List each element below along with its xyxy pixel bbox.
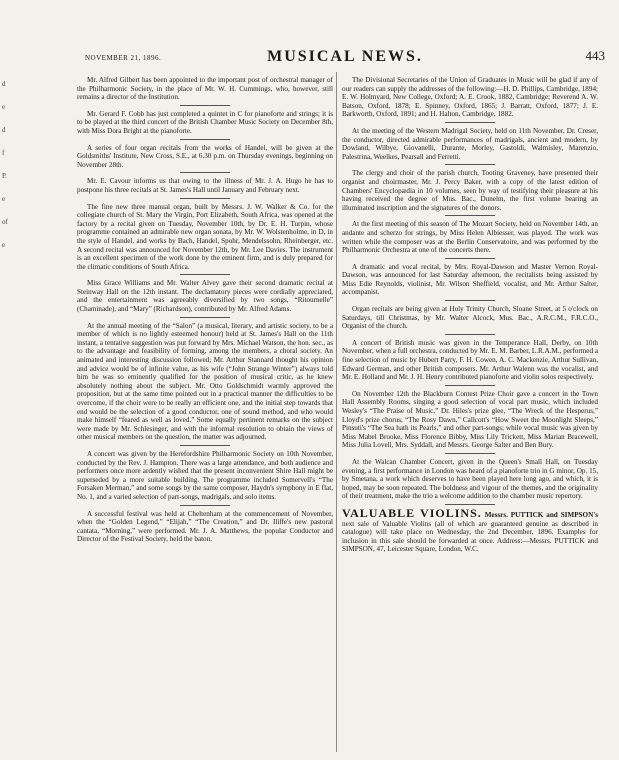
news-paragraph: A dramatic and vocal recital, by Mrs. Royal-Dawson and Master Vernon Royal-Dawson, was announced for last Saturday afternoon, the recitalists being assisted by Miss Edie Reynolds, violinist, Mr. Wilson Sheffield, vocalist, and Mr. Arthur Salter, accompanist.	[342, 262, 598, 297]
violin-sale-advertisement	[342, 505, 598, 554]
margin-fragment: e	[2, 241, 6, 249]
issue-date: NOVEMBER 21, 1896.	[85, 54, 162, 62]
left-column	[77, 76, 333, 545]
column-divider	[336, 72, 337, 752]
news-paragraph: At the first meeting of this season of The Mozart Society, held on November 14th, an andante and scherzo for strings, by Miss Helen Albiesser, was played. The work was written while the composer was at the Berlin Conservatoire, and was performed by the Philharmonic Orchestra at one of the concerts there.	[342, 220, 598, 255]
news-paragraph: Mr. E. Cavour informs us that owing to the illness of Mr. J. A. Hugo he has to postpone his three recitals at St. James's Hall until January and February next.	[77, 177, 333, 194]
section-rule	[180, 274, 230, 275]
section-rule	[180, 445, 230, 446]
section-rule	[180, 139, 230, 140]
left-margin-fragments	[2, 80, 16, 264]
section-rule	[180, 105, 230, 106]
section-rule	[180, 317, 230, 318]
news-paragraph: The clergy and choir of the parish church, Tooting Graveney, have presented their organist and choirmaster, Mr. J. Percy Baker, with a copy of the latest edition of Chambers' Encyclopædia in 10 volumes, seen by way of testifying their pleasure at his having received the degree of Mus. Bac., Dunelm, the first volume bearing an illuminated inscription and the signatures of the donors.	[342, 169, 598, 212]
news-paragraph: A concert of British music was given in the Temperance Hall, Derby, on 10th November, when a full orchestra, conducted by Mr. E. M. Barber, L.R.A.M., performed a fine selection of music by Hubert Parry, F. H. Cowen, A. C. Mackenzie, Arthur Sullivan, Edward German, and other British composers. Mr. Arthur Walenn was the vocalist, and Mr. E. Holland and Mr. J. H. Henry contributed pianoforte and violin solos respectively.	[342, 338, 598, 382]
news-paragraph: At the annual meeting of the “Salon” (a musical, literary, and artistic society, to be a member of which is no lightly esteemed honour) held at St. James's Hall on the 11th instant, a tentative suggestion was put forward by Mrs. Michael Watson, the hon. sec., as to the advantage and feasibility of forming, among the members, a choral society. An animated and interesting discussion followed; Mr. Arthur Stannard thought his opinion and advice would be of infinite value, as his wife (“John Strange Winter”) always told him he was so eminently qualified for the position of musical critic, as he knew absolutely nothing about the subject. Mr. Otto Goldschmidt warmly approved the proposition, but at the same time pointed out in a practical manner the difficulties to be overcome, if the choir were to be really an efficient one, and the initial step towards that end would be the selection of a good conductor, one of sound method, and who would make himself “feared as well as loved.” Some equally pertinent remarks on the subject were made by Mr. Schlesinger, and with the informal resolution to obtain the views of other musical members on the question, the matter was adjourned.	[77, 321, 333, 442]
section-rule	[180, 172, 230, 173]
margin-fragment: P.	[2, 172, 7, 180]
section-rule	[180, 198, 230, 199]
news-paragraph: On November 12th the Blackburn Contest Prize Choir gave a concert in the Town Hall Assembly Rooms, singing a good selection of vocal part music, which included Wesley's “The Praise of Music,” Dr. Hiles's prize glee, “The Wreck of the Hesperus,” Lloyd's prize chorus, “The Rosy Dawn,” Callcott's “How Sweet the Moonlight Sleeps,” Pinsuti's “The Sea hath its Pearls,” and other part-songs; while vocal music was given by Miss Mabel Brooke, Miss Florence Bibby, Miss Lily Trickett, Miss Marian Bracewell, Miss Julia Lovell, Mrs. Syddall, and Messrs. George Salter and Ben Bury.	[342, 389, 598, 450]
masthead-title: MUSICAL NEWS.	[267, 48, 423, 65]
news-paragraph: The fine new three manual organ, built by Messrs. J. W. Walker & Co. for the collegiate church of St. Mary the Virgin, Port Elizabeth, South Africa, was opened at the factory by a recital given on Tuesday, November 10th, by Dr. E. H. Turpin, whose programme contained an admirable new organ sonata, by Mr. W. Wolstenholme, in D, in the style of Handel, and works by Bach, Handel, Spohr, Mendelssohn, Rheinberger, etc. A second recital was announced for November 12th, by Mr. Lee Davies. The instrument is an excellent specimen of the work done by the eminent firm, and is duly prepared for the climatic conditions of South Africa.	[77, 202, 333, 271]
news-paragraph: Mr. Gerard F. Cobb has just completed a quintet in C for pianoforte and strings; it is to be played at the third concert of the British Chamber Music Society on December 8th, with Miss Dora Bright at the pianoforte.	[77, 109, 333, 135]
news-paragraph: A series of four organ recitals from the works of Handel, will be given at the Goldsmiths' Institute, New Cross, S.E., at 6.30 p.m. on Thursday evenings, beginning on November 28th.	[77, 143, 333, 169]
news-paragraph: The Divisional Secretaries of the Union of Graduates in Music will be glad if any of our readers can supply the addresses of the following:—H. D. Phillips, Cambridge, 1894; E. W. Holmyard, New College, Oxford; A. E. Crook, 1882, Cambridge; Reverend A. W. Batson, Oxford, 1878; E. Spinney, Oxford, 1865; J. Barratt, Oxford, 1877; J. E. Barkworth, Oxford, 1891; and H. Halton, Cambridge, 1882.	[342, 76, 598, 119]
right-column	[342, 76, 598, 554]
section-rule	[180, 505, 230, 506]
margin-fragment: d	[2, 80, 6, 88]
section-rule	[445, 215, 495, 216]
news-paragraph: A successful festival was held at Cheltenham at the commencement of November, when the “Golden Legend,” “Elijah,” “The Creation,” and Dr. Iliffe's new pastoral cantata, “Morning,” were performed. Mr. J. A. Matthews, the popular Conductor and Director of the Festival Society, held the baton.	[77, 509, 333, 544]
news-paragraph: Miss Grace Williams and Mr. Walter Alvey gave their second dramatic recital at Steinway Hall on the 12th instant. The declamatory pieces were cordially appreciated, and the entertainment was agreeably diversified by two songs, “Ritournelle” (Chaminade), and “Mary” (Richardson), contributed by Mr. Alfred Adams.	[77, 279, 333, 314]
margin-fragment: d	[2, 126, 6, 134]
margin-fragment: f	[2, 149, 5, 157]
section-rule	[445, 300, 495, 301]
section-rule	[445, 334, 495, 335]
section-rule	[445, 385, 495, 386]
news-paragraph: A concert was given by the Herefordshire Philharmonic Society on 10th November, conducted by the Rev. J. Hampton. There was a large attendance, and both audience and performers once more ardently wished that the present inconvenient Shire Hall might be superseded by a more suitable building. The programme included Somervell's “The Forsaken Merman,” and some songs by the same composer, Haydn's symphony in E flat, No. 1, and a varied selection of part-songs, madrigals, and solo items.	[77, 449, 333, 501]
advertisement-body: next sale of Valuable Violins (all of which are guaranteed genuine as described in catalogue) will take place on Wednesday, the 2nd December, 1896. Examples for inclusion in this sale should be forwarded at once. Address:—Messrs. PUTTICK and SIMPSON, 47, Leicester Square, London, W.C.	[342, 519, 598, 554]
section-rule	[445, 164, 495, 165]
margin-fragment: of	[2, 218, 8, 226]
advertisement-firm: Messrs. PUTTICK and SIMPSON's	[484, 510, 598, 519]
news-paragraph: Organ recitals are being given at Holy Trinity Church, Sloane Street, at 5 o'clock on Saturdays, till Christmas, by Mr. Walter Alcock, Mus. Bac., A.R.C.M., F.R.C.O., Organist of the church.	[342, 305, 598, 331]
page-number: 443	[585, 48, 605, 63]
margin-fragment: e	[2, 103, 6, 111]
page-header	[85, 48, 605, 68]
news-paragraph: Mr. Alfred Gilbert has been appointed to the important post of orchestral manager of the Philharmonic Society, in the place of Mr. W. H. Cummings, who, however, still remains a director of the Institution.	[77, 76, 333, 102]
section-rule	[445, 453, 495, 454]
advertisement-lead	[342, 505, 598, 520]
margin-fragment: e	[2, 195, 6, 203]
section-rule	[445, 122, 495, 123]
advertisement-heading: VALUABLE VIOLINS.	[342, 505, 482, 520]
section-rule	[445, 258, 495, 259]
news-paragraph: At the Walcan Chamber Concert, given in the Queen's Small Hall, on Tuesday evening, a first performance in London was heard of a pianoforte trio in G minor, Op. 15, by Smetana, a work which deserves to have been played here long ago, and which, it is hoped, may be soon repeated. The boldness and vigour of the themes, and the originality of their treatment, make the trio a welcome addition to the chamber music repertory.	[342, 457, 598, 501]
section-rule	[445, 504, 495, 505]
news-paragraph: At the meeting of the Western Madrigal Society, held on 11th November, Dr. Creser, the conductor, directed admirable performances of madrigals, ancient and modern, by Dowland, Wilbye, Giovanelli, Durante, Morley, Gastoldi, Walmisley, Marenzio, Palestrina, Weelkes, Pearsall and Ferretti.	[342, 126, 598, 161]
